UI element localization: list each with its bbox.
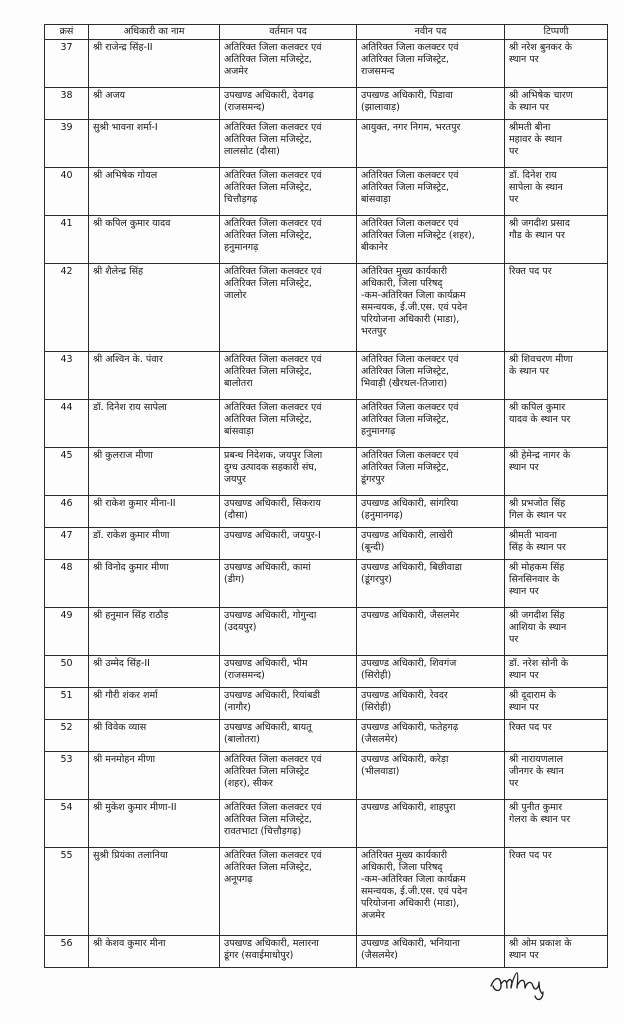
- cell-current-post: अतिरिक्त जिला कलक्टर एवं अतिरिक्त जिला मजिस्ट्रेट, अजमेर: [220, 40, 357, 88]
- cell-new-post: उपखण्ड अधिकारी, करेड़ा (भीलवाडा): [357, 752, 505, 800]
- cell-serial-no: 52: [45, 720, 89, 752]
- cell-serial-no: 39: [45, 120, 89, 168]
- table-row: [45, 400, 608, 448]
- cell-current-post: उपखण्ड अधिकारी, रियांबडी (नागौर): [220, 688, 357, 720]
- cell-serial-no: 54: [45, 800, 89, 848]
- cell-new-post: उपखण्ड अधिकारी, जैसलमेर: [357, 608, 505, 656]
- cell-current-post: अतिरिक्त जिला कलक्टर एवं अतिरिक्त जिला मजिस्ट्रेट, जालोर: [220, 264, 357, 352]
- cell-officer-name: श्री कुलराज मीणा: [89, 448, 220, 496]
- cell-serial-no: 49: [45, 608, 89, 656]
- cell-new-post: अतिरिक्त जिला कलक्टर एवं अतिरिक्त जिला मजिस्ट्रेट, बांसवाड़ा: [357, 168, 505, 216]
- cell-officer-name: डॉ. दिनेश राय सापेला: [89, 400, 220, 448]
- cell-remark: श्री पुनीत कुमार गेलरा के स्थान पर: [505, 800, 608, 848]
- cell-current-post: अतिरिक्त जिला कलक्टर एवं अतिरिक्त जिला मजिस्ट्रेट, चित्तौड़गढ़: [220, 168, 357, 216]
- cell-serial-no: 42: [45, 264, 89, 352]
- cell-remark: श्री नारायणलाल जीनगर के स्थान पर: [505, 752, 608, 800]
- cell-officer-name: श्री हनुमान सिंह राठौड़: [89, 608, 220, 656]
- cell-current-post: अतिरिक्त जिला कलक्टर एवं अतिरिक्त जिला मजिस्ट्रेट, रावतभाटा (चित्तौड़गढ़): [220, 800, 357, 848]
- cell-remark: श्री नरेश बुनकर के स्थान पर: [505, 40, 608, 88]
- cell-serial-no: 40: [45, 168, 89, 216]
- cell-remark: श्री शिवचरण मीणा के स्थान पर: [505, 352, 608, 400]
- cell-officer-name: श्री राजेन्द्र सिंह-II: [89, 40, 220, 88]
- cell-new-post: अतिरिक्त जिला कलक्टर एवं अतिरिक्त जिला मजिस्ट्रेट, राजसमन्द: [357, 40, 505, 88]
- header-officer-name: अधिकारी का नाम: [89, 25, 220, 40]
- cell-remark: रिक्त पद पर: [505, 848, 608, 936]
- cell-officer-name: श्री मनमोहन मीणा: [89, 752, 220, 800]
- cell-serial-no: 50: [45, 656, 89, 688]
- header-current-post: वर्तमान पद: [220, 25, 357, 40]
- cell-current-post: उपखण्ड अधिकारी, जयपुर-I: [220, 528, 357, 560]
- cell-remark: श्री मोहकम सिंह सिनसिनवार के स्थान पर: [505, 560, 608, 608]
- cell-remark: श्री हेमेन्द्र नागर के स्थान पर: [505, 448, 608, 496]
- signature-scrawl: [487, 962, 567, 1002]
- cell-officer-name: श्री अजय: [89, 88, 220, 120]
- cell-current-post: अतिरिक्त जिला कलक्टर एवं अतिरिक्त जिला मजिस्ट्रेट (शहर), सीकर: [220, 752, 357, 800]
- cell-remark: श्रीमती बीना महावर के स्थान पर: [505, 120, 608, 168]
- cell-new-post: अतिरिक्त जिला कलक्टर एवं अतिरिक्त जिला मजिस्ट्रेट, भिवाड़ी (खैरथल-तिजारा): [357, 352, 505, 400]
- table-row: [45, 848, 608, 936]
- cell-serial-no: 48: [45, 560, 89, 608]
- cell-remark: रिक्त पद पर: [505, 264, 608, 352]
- cell-serial-no: 46: [45, 496, 89, 528]
- cell-remark: श्रीमती भावना सिंह के स्थान पर: [505, 528, 608, 560]
- cell-serial-no: 43: [45, 352, 89, 400]
- cell-serial-no: 51: [45, 688, 89, 720]
- cell-officer-name: डॉ. राकेश कुमार मीणा: [89, 528, 220, 560]
- cell-officer-name: श्री विवेक व्यास: [89, 720, 220, 752]
- cell-officer-name: श्री गौरी शंकर शर्मा: [89, 688, 220, 720]
- cell-new-post: अतिरिक्त जिला कलक्टर एवं अतिरिक्त जिला मजिस्ट्रेट, हनुमानगढ़: [357, 400, 505, 448]
- table-header-row: [45, 25, 608, 40]
- cell-current-post: अतिरिक्त जिला कलक्टर एवं अतिरिक्त जिला मजिस्ट्रेट, बांसवाड़ा: [220, 400, 357, 448]
- cell-new-post: उपखण्ड अधिकारी, सांगरिया (हनुमानगढ़): [357, 496, 505, 528]
- cell-current-post: उपखण्ड अधिकारी, कामां (डीग): [220, 560, 357, 608]
- cell-current-post: उपखण्ड अधिकारी, गोगुन्दा (उदयपुर): [220, 608, 357, 656]
- cell-serial-no: 44: [45, 400, 89, 448]
- cell-officer-name: श्री केशव कुमार मीना: [89, 936, 220, 968]
- cell-new-post: अतिरिक्त जिला कलक्टर एवं अतिरिक्त जिला मजिस्ट्रेट (शहर), बीकानेर: [357, 216, 505, 264]
- cell-new-post: उपखण्ड अधिकारी, पिडावा (झालावाड़): [357, 88, 505, 120]
- cell-current-post: अतिरिक्त जिला कलक्टर एवं अतिरिक्त जिला मजिस्ट्रेट, हनुमानगढ़: [220, 216, 357, 264]
- cell-current-post: अतिरिक्त जिला कलक्टर एवं अतिरिक्त जिला मजिस्ट्रेट, अनूपगढ़: [220, 848, 357, 936]
- table-row: [45, 560, 608, 608]
- table-row: [45, 168, 608, 216]
- cell-new-post: उपखण्ड अधिकारी, रेवदर (सिरोही): [357, 688, 505, 720]
- cell-current-post: उपखण्ड अधिकारी, मलारना डूंगर (सवाईमाधोपुर): [220, 936, 357, 968]
- cell-current-post: उपखण्ड अधिकारी, देवगढ़ (राजसमन्द): [220, 88, 357, 120]
- cell-new-post: उपखण्ड अधिकारी, भनियाना (जैसलमेर): [357, 936, 505, 968]
- table-row: [45, 120, 608, 168]
- cell-current-post: उपखण्ड अधिकारी, बायतू (बालोतरा): [220, 720, 357, 752]
- table-row: [45, 88, 608, 120]
- header-new-post: नवीन पद: [357, 25, 505, 40]
- cell-officer-name: श्री अभिषेक गोयल: [89, 168, 220, 216]
- table-row: [45, 264, 608, 352]
- table-row: [45, 688, 608, 720]
- cell-remark: श्री अभिषेक चारण के स्थान पर: [505, 88, 608, 120]
- cell-new-post: उपखण्ड अधिकारी, बिछीवाडा (डूंगरपुर): [357, 560, 505, 608]
- cell-serial-no: 38: [45, 88, 89, 120]
- cell-new-post: उपखण्ड अधिकारी, शिवगंज (सिरोही): [357, 656, 505, 688]
- cell-officer-name: श्री विनोद कुमार मीणा: [89, 560, 220, 608]
- cell-new-post: उपखण्ड अधिकारी, शाहपुरा: [357, 800, 505, 848]
- cell-serial-no: 56: [45, 936, 89, 968]
- table-row: [45, 40, 608, 88]
- cell-current-post: अतिरिक्त जिला कलक्टर एवं अतिरिक्त जिला मजिस्ट्रेट, लालसोट (दौसा): [220, 120, 357, 168]
- cell-officer-name: श्री मुकेश कुमार मीणा-II: [89, 800, 220, 848]
- table-row: [45, 352, 608, 400]
- cell-serial-no: 37: [45, 40, 89, 88]
- cell-officer-name: श्री कपिल कुमार यादव: [89, 216, 220, 264]
- cell-new-post: उपखण्ड अधिकारी, लाखेरी (बून्दी): [357, 528, 505, 560]
- cell-serial-no: 53: [45, 752, 89, 800]
- cell-new-post: अतिरिक्त मुख्य कार्यकारी अधिकारी, जिला परिषद् -कम-अतिरिक्त जिला कार्यक्रम समन्वयक, ई.जी.एस. एवं पदेन परियोजना अधिकारी (माडा), भरतपुर: [357, 264, 505, 352]
- cell-officer-name: श्री राकेश कुमार मीना-II: [89, 496, 220, 528]
- cell-serial-no: 47: [45, 528, 89, 560]
- cell-current-post: उपखण्ड अधिकारी, भीम (राजसमन्द): [220, 656, 357, 688]
- cell-officer-name: सुश्री प्रियंका तलानिया: [89, 848, 220, 936]
- table-row: [45, 752, 608, 800]
- cell-remark: श्री प्रभजोत सिंह गिल के स्थान पर: [505, 496, 608, 528]
- cell-remark: श्री कपिल कुमार यादव के स्थान पर: [505, 400, 608, 448]
- cell-remark: श्री जगदीश प्रसाद गौड के स्थान पर: [505, 216, 608, 264]
- table-body: [45, 40, 608, 968]
- table-row: [45, 448, 608, 496]
- cell-officer-name: श्री अश्विन के. पंवार: [89, 352, 220, 400]
- cell-remark: श्री ओम प्रकाश के स्थान पर: [505, 936, 608, 968]
- cell-remark: श्री दूदाराम के स्थान पर: [505, 688, 608, 720]
- transfer-orders-table: [44, 24, 608, 968]
- cell-remark: श्री जगदीश सिंह आशिया के स्थान पर: [505, 608, 608, 656]
- cell-serial-no: 41: [45, 216, 89, 264]
- table-row: [45, 608, 608, 656]
- cell-current-post: प्रबन्ध निदेशक, जयपुर जिला दुग्ध उत्पादक सहकारी संघ, जयपुर: [220, 448, 357, 496]
- table-row: [45, 656, 608, 688]
- cell-new-post: आयुक्त, नगर निगम, भरतपुर: [357, 120, 505, 168]
- cell-remark: डॉ. नरेश सोनी के स्थान पर: [505, 656, 608, 688]
- cell-remark: रिक्त पद पर: [505, 720, 608, 752]
- table-row: [45, 800, 608, 848]
- table-row: [45, 528, 608, 560]
- cell-new-post: अतिरिक्त मुख्य कार्यकारी अधिकारी, जिला परिषद् -कम-अतिरिक्त जिला कार्यक्रम समन्वयक, ई.जी.एस. एवं पदेन परियोजना अधिकारी (माडा), अजमेर: [357, 848, 505, 936]
- cell-serial-no: 45: [45, 448, 89, 496]
- cell-current-post: उपखण्ड अधिकारी, सिकराय (दौसा): [220, 496, 357, 528]
- header-remark: टिप्पणी: [505, 25, 608, 40]
- cell-officer-name: श्री शैलेन्द्र सिंह: [89, 264, 220, 352]
- cell-remark: डॉ. दिनेश राय सापेला के स्थान पर: [505, 168, 608, 216]
- cell-new-post: अतिरिक्त जिला कलक्टर एवं अतिरिक्त जिला मजिस्ट्रेट, डूंगरपुर: [357, 448, 505, 496]
- cell-current-post: अतिरिक्त जिला कलक्टर एवं अतिरिक्त जिला मजिस्ट्रेट, बालोतरा: [220, 352, 357, 400]
- table-row: [45, 216, 608, 264]
- table-row: [45, 720, 608, 752]
- cell-officer-name: श्री उम्मेद सिंह-II: [89, 656, 220, 688]
- header-serial-no: क्रसं: [45, 25, 89, 40]
- cell-new-post: उपखण्ड अधिकारी, फतेहगढ़ (जैसलमेर): [357, 720, 505, 752]
- table-row: [45, 496, 608, 528]
- cell-serial-no: 55: [45, 848, 89, 936]
- cell-officer-name: सुश्री भावना शर्मा-I: [89, 120, 220, 168]
